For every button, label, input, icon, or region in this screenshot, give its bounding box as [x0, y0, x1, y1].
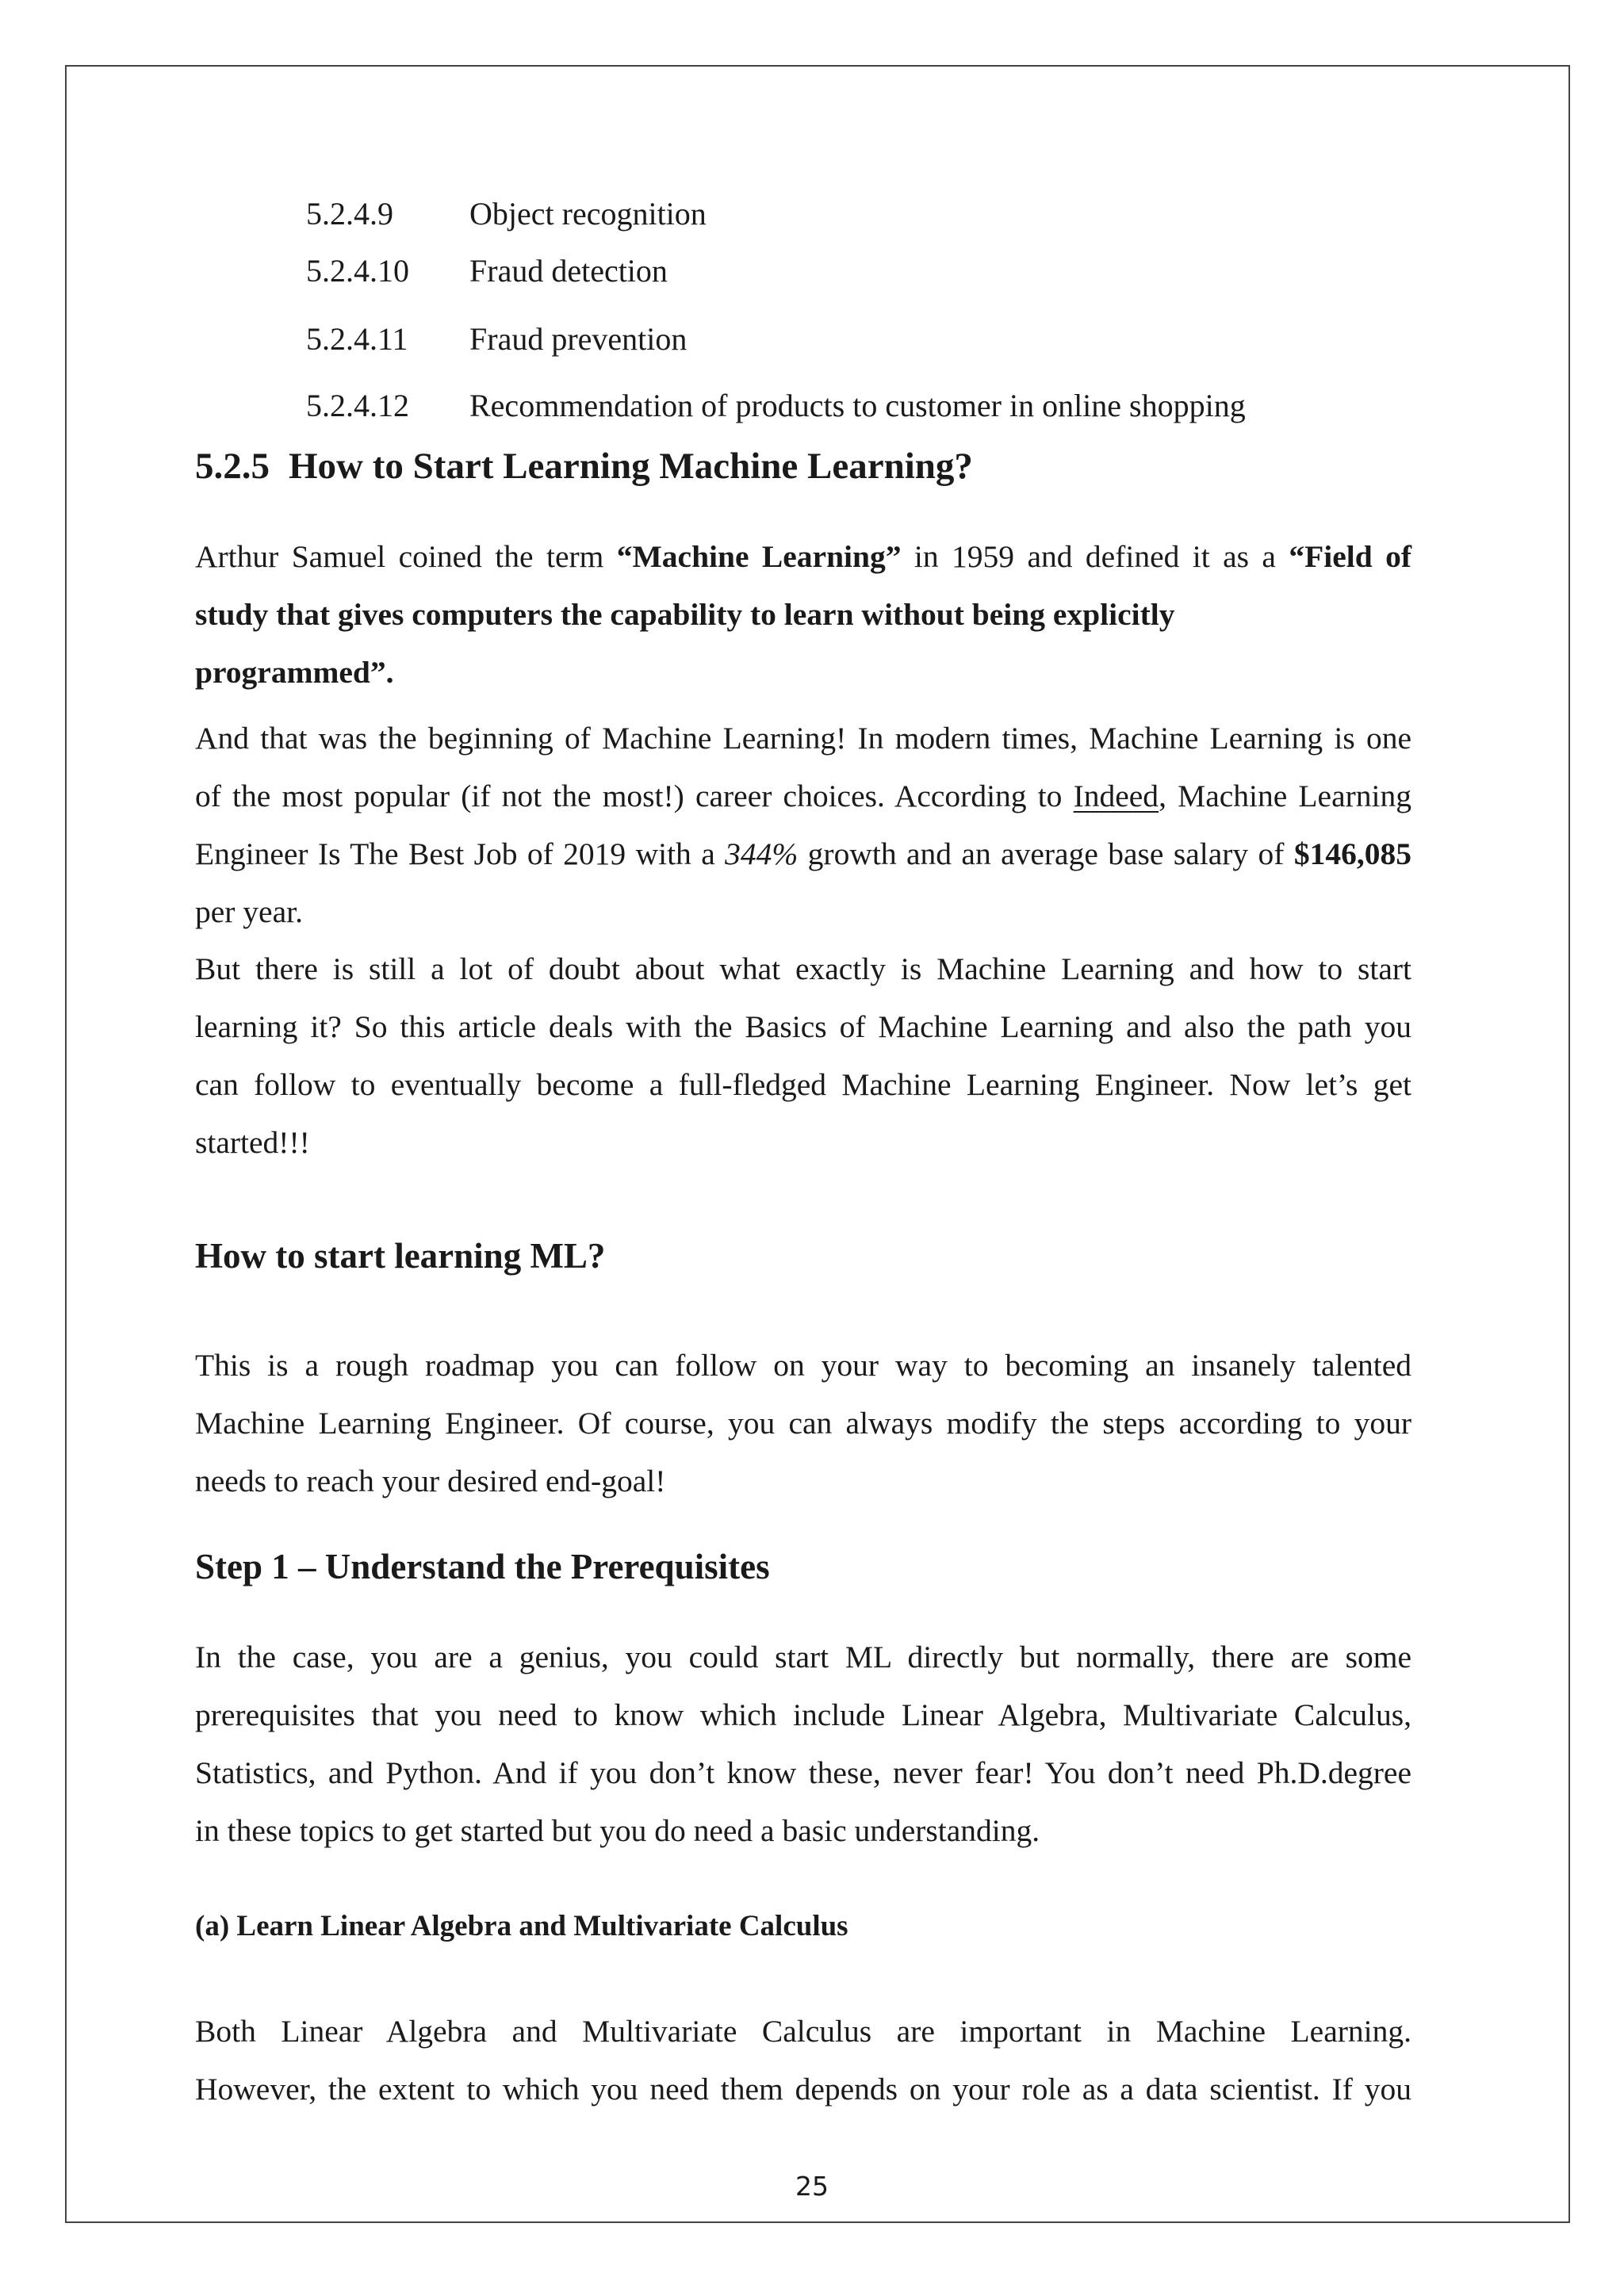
list-item-text: Object recognition: [469, 196, 707, 232]
list-item-text: Fraud detection: [469, 253, 668, 289]
paragraph: [195, 940, 1411, 1172]
list-item-number: 5.2.4.11: [306, 321, 408, 357]
text-run: of the most popular (if not the most!) career choices. According to: [195, 779, 1074, 813]
text-run: Arthur Samuel coined the term: [195, 539, 617, 574]
text-line: [195, 528, 1411, 586]
list-item-text: Recommendation of products to customer in online shopping: [469, 388, 1246, 423]
text-line: study that gives computers the capability to learn without being explicitly: [195, 597, 1175, 632]
salary-figure: $146,085: [1293, 836, 1411, 871]
bold-term: “Machine Learning”: [616, 539, 902, 574]
text-line: prerequisites that you need to know which include Linear Algebra, Multivariate Calculus,: [195, 1697, 1411, 1732]
paragraph: [195, 2003, 1411, 2118]
minor-heading: (a) Learn Linear Algebra and Multivariate Calculus: [195, 1910, 848, 1942]
text-run: in 1959 and defined it as a: [901, 539, 1289, 574]
paragraph: [195, 1337, 1411, 1510]
text-line: Machine Learning Engineer. Of course, you can always modify the steps according to your: [195, 1406, 1411, 1441]
text-line: However, the extent to which you need them depends on your role as a data scientist. If you: [195, 2072, 1411, 2107]
growth-figure: 344%: [725, 836, 799, 871]
section-heading: [195, 444, 973, 488]
text-line: Statistics, and Python. And if you don’t know these, never fear! You don’t need Ph.D.degree: [195, 1755, 1411, 1790]
text-line: needs to reach your desired end-goal!: [195, 1464, 666, 1498]
text-line: Both Linear Algebra and Multivariate Calculus are important in Machine Learning.: [195, 2014, 1411, 2049]
list-item: [306, 387, 1246, 425]
list-item: [306, 252, 668, 290]
subheading: Step 1 – Understand the Prerequisites: [195, 1547, 770, 1586]
intro-paragraph: [195, 528, 1411, 702]
text-line: in these topics to get started but you do need a basic understanding.: [195, 1813, 1040, 1848]
list-item: [306, 195, 707, 233]
section-title: How to Start Learning Machine Learning?: [289, 446, 973, 487]
text-line: started!!!: [195, 1125, 310, 1160]
paragraph: [195, 710, 1411, 941]
text-line: learning it? So this article deals with the Basics of Machine Learning and also the path you: [195, 1009, 1411, 1044]
list-item-text: Fraud prevention: [469, 321, 688, 357]
list-item-number: 5.2.4.9: [306, 196, 393, 232]
text-line: can follow to eventually become a full-fledged Machine Learning Engineer. Now let’s get: [195, 1067, 1411, 1102]
section-number: 5.2.5: [195, 446, 270, 487]
text-line: This is a rough roadmap you can follow on your way to becoming an insanely talented: [195, 1348, 1411, 1383]
text-line: But there is still a lot of doubt about what exactly is Machine Learning and how to start: [195, 951, 1411, 986]
list-item-number: 5.2.4.12: [306, 388, 409, 423]
text-line: [195, 767, 1411, 825]
paragraph: [195, 1628, 1411, 1860]
text-line: In the case, you are a genius, you could start ML directly but normally, there are some: [195, 1640, 1411, 1674]
subheading: How to start learning ML?: [195, 1236, 606, 1276]
text-run: Engineer Is The Best Job of 2019 with a: [195, 836, 726, 871]
list-item-number: 5.2.4.10: [306, 253, 409, 289]
text-line: per year.: [195, 894, 303, 929]
list-item: [306, 320, 687, 358]
text-line: [195, 825, 1411, 883]
indeed-link[interactable]: Indeed: [1073, 779, 1159, 813]
text-run: growth and an average base salary of: [798, 836, 1294, 871]
text-line: And that was the beginning of Machine Learning! In modern times, Machine Learning is one: [195, 721, 1411, 756]
bold-quote: “Field of: [1289, 539, 1412, 574]
page-number: 25: [795, 2171, 829, 2202]
text-run: , Machine Learning: [1159, 779, 1411, 813]
text-line: programmed”.: [195, 655, 394, 690]
